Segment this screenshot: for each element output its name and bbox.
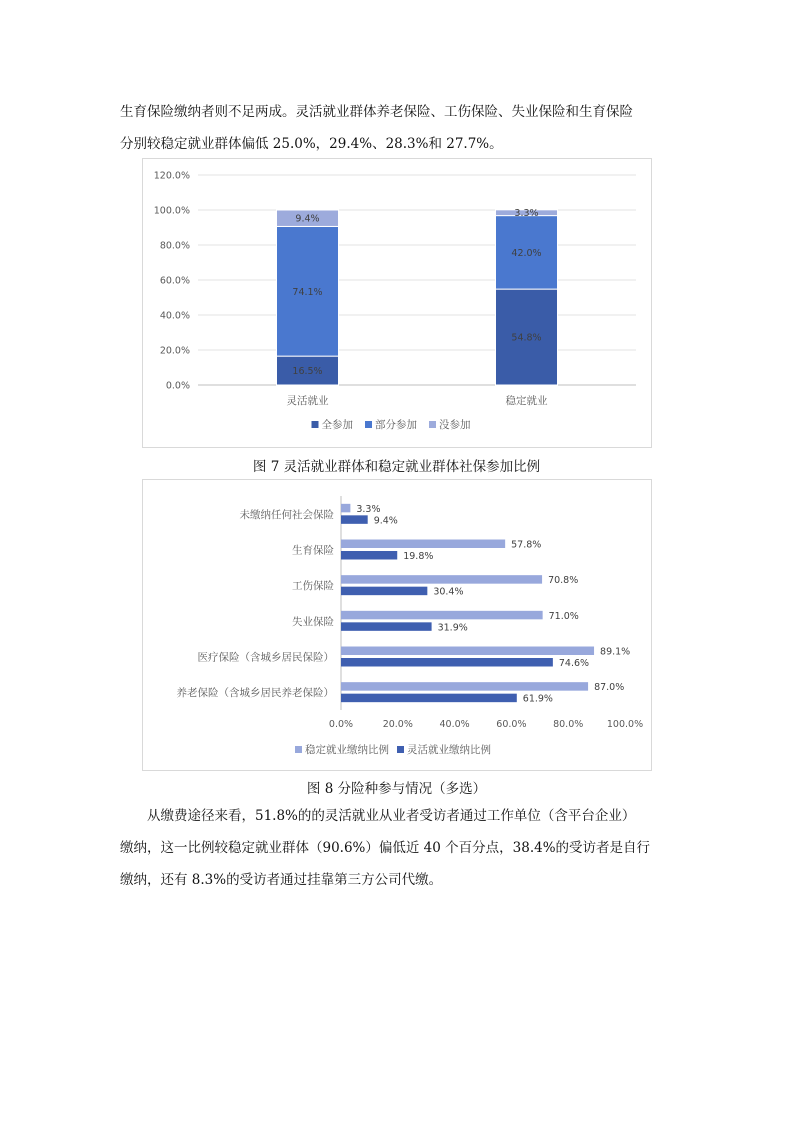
conclusion-paragraph bbox=[120, 800, 676, 896]
bar bbox=[341, 694, 517, 703]
data-label: 3.3% bbox=[514, 208, 539, 220]
bar bbox=[341, 658, 553, 667]
x-tick-label: 0.0% bbox=[328, 719, 354, 730]
legend-label: 灵活就业缴纳比例 bbox=[407, 744, 491, 756]
y-category-label: 失业保险 bbox=[292, 615, 334, 628]
x-category-label: 稳定就业 bbox=[505, 395, 548, 407]
figure-7-caption: 图 7 灵活就业群体和稳定就业群体社保参加比例 bbox=[252, 459, 541, 475]
legend-swatch bbox=[295, 746, 302, 753]
legend-label: 全参加 bbox=[321, 419, 353, 431]
conclusion-line-2: 缴纳，这一比例较稳定就业群体（90.6%）偏低近 40 个百分点，38.4%的受访者是自行 bbox=[120, 840, 651, 856]
figure-8-chart bbox=[142, 479, 652, 771]
bar bbox=[341, 647, 594, 656]
y-tick-label: 0.0% bbox=[165, 380, 190, 392]
x-tick-label: 80.0% bbox=[553, 719, 584, 730]
x-category-label: 灵活就业 bbox=[286, 395, 329, 407]
intro-line-1: 生育保险缴纳者则不足两成。灵活就业群体养老保险、工伤保险、失业保险和生育保险 bbox=[120, 104, 633, 120]
conclusion-line-1: 从缴费途径来看，51.8%的的灵活就业从业者受访者通过工作单位（含平台企业） bbox=[147, 808, 636, 824]
figure-7-chart bbox=[142, 158, 652, 448]
data-label: 30.4% bbox=[433, 586, 464, 598]
y-tick-label: 40.0% bbox=[159, 310, 190, 322]
y-tick-label: 120.0% bbox=[153, 170, 190, 182]
data-label: 54.8% bbox=[511, 332, 542, 344]
legend-label: 部分参加 bbox=[375, 419, 417, 431]
y-category-label: 生育保险 bbox=[292, 544, 334, 557]
y-tick-label: 100.0% bbox=[153, 205, 190, 217]
data-label: 3.3% bbox=[356, 503, 381, 515]
data-label: 16.5% bbox=[292, 366, 323, 378]
x-tick-label: 40.0% bbox=[439, 719, 470, 730]
data-label: 9.4% bbox=[295, 213, 320, 225]
figure-8-caption: 图 8 分险种参与情况（多选） bbox=[306, 781, 487, 797]
conclusion-line-3: 缴纳，还有 8.3%的受访者通过挂靠第三方公司代缴。 bbox=[120, 872, 443, 888]
horizontal-bar-chart bbox=[143, 480, 651, 770]
legend-swatch bbox=[397, 746, 404, 753]
legend-swatch bbox=[312, 421, 319, 428]
stacked-bar-chart bbox=[143, 159, 651, 447]
bar bbox=[341, 611, 543, 620]
bar bbox=[341, 540, 505, 549]
intro-paragraph bbox=[120, 96, 676, 160]
legend-label: 稳定就业缴纳比例 bbox=[305, 744, 389, 756]
bar bbox=[341, 682, 588, 691]
y-tick-label: 20.0% bbox=[159, 345, 190, 357]
data-label: 71.0% bbox=[548, 610, 579, 622]
data-label: 42.0% bbox=[511, 247, 542, 259]
bar bbox=[341, 551, 397, 560]
bar bbox=[341, 587, 427, 596]
data-label: 74.6% bbox=[558, 658, 590, 669]
y-category-label: 工伤保险 bbox=[292, 580, 334, 593]
y-tick-label: 60.0% bbox=[159, 275, 190, 287]
bar bbox=[341, 622, 432, 631]
data-label: 74.1% bbox=[292, 286, 323, 298]
intro-line-2: 分别较稳定就业群体偏低 25.0%，29.4%、28.3%和 27.7%。 bbox=[120, 136, 503, 152]
data-label: 31.9% bbox=[437, 622, 468, 634]
data-label: 70.8% bbox=[548, 575, 579, 587]
bar bbox=[341, 575, 542, 584]
data-label: 61.9% bbox=[522, 693, 553, 705]
data-label: 89.1% bbox=[600, 646, 631, 658]
data-label: 87.0% bbox=[594, 682, 625, 694]
x-tick-label: 20.0% bbox=[382, 719, 413, 730]
data-label: 9.4% bbox=[373, 515, 398, 527]
data-label: 57.8% bbox=[511, 539, 542, 551]
x-tick-label: 60.0% bbox=[496, 719, 527, 730]
bar bbox=[341, 515, 368, 524]
legend-label: 没参加 bbox=[439, 419, 471, 431]
legend-swatch bbox=[365, 421, 372, 428]
y-category-label: 医疗保险（含城乡居民保险） bbox=[197, 651, 334, 664]
y-tick-label: 80.0% bbox=[159, 240, 190, 252]
y-category-label: 养老保险（含城乡居民养老保险） bbox=[176, 687, 334, 700]
bar bbox=[341, 504, 350, 512]
y-category-label: 未缴纳任何社会保险 bbox=[239, 508, 334, 521]
legend-swatch bbox=[429, 421, 436, 428]
data-label: 19.8% bbox=[403, 551, 434, 562]
x-tick-label: 100.0% bbox=[606, 719, 644, 730]
